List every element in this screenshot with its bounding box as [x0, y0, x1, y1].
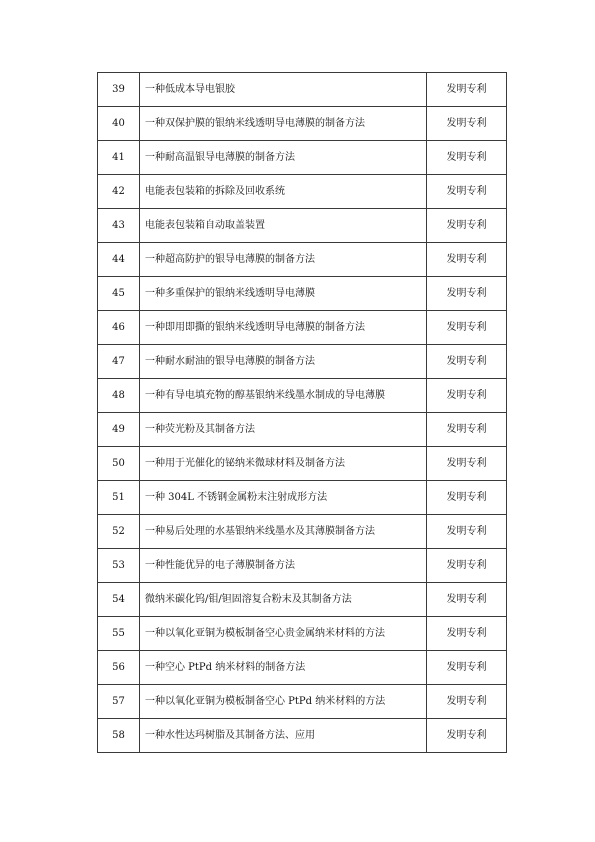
row-number: 52	[98, 515, 140, 549]
row-number: 40	[98, 107, 140, 141]
patent-name: 一种有导电填充物的醇基银纳米线墨水制成的导电薄膜	[140, 379, 427, 413]
row-number: 55	[98, 617, 140, 651]
patent-name: 一种耐高温银导电薄膜的制备方法	[140, 141, 427, 175]
table-row	[98, 209, 507, 243]
row-number: 39	[98, 73, 140, 107]
row-number: 48	[98, 379, 140, 413]
patent-type: 发明专利	[427, 277, 507, 311]
table-row	[98, 685, 507, 719]
patent-type: 发明专利	[427, 583, 507, 617]
patent-type: 发明专利	[427, 175, 507, 209]
patent-type: 发明专利	[427, 447, 507, 481]
patent-type: 发明专利	[427, 549, 507, 583]
patent-name: 一种以氧化亚铜为模板制备空心贵金属纳米材料的方法	[140, 617, 427, 651]
patent-type: 发明专利	[427, 141, 507, 175]
patent-type: 发明专利	[427, 73, 507, 107]
patent-type: 发明专利	[427, 311, 507, 345]
row-number: 51	[98, 481, 140, 515]
patent-name: 一种低成本导电银胶	[140, 73, 427, 107]
patent-type: 发明专利	[427, 209, 507, 243]
patent-type: 发明专利	[427, 107, 507, 141]
table-row	[98, 73, 507, 107]
patent-type: 发明专利	[427, 651, 507, 685]
table-row	[98, 651, 507, 685]
patent-name: 一种多重保护的银纳米线透明导电薄膜	[140, 277, 427, 311]
patent-name: 一种用于光催化的铋纳米微球材料及制备方法	[140, 447, 427, 481]
table-row	[98, 141, 507, 175]
patent-type: 发明专利	[427, 481, 507, 515]
row-number: 49	[98, 413, 140, 447]
table-row	[98, 447, 507, 481]
row-number: 57	[98, 685, 140, 719]
table-row	[98, 243, 507, 277]
patent-name: 一种易后处理的水基银纳米线墨水及其薄膜制备方法	[140, 515, 427, 549]
row-number: 58	[98, 719, 140, 753]
patent-name: 一种耐水耐油的银导电薄膜的制备方法	[140, 345, 427, 379]
table-row	[98, 515, 507, 549]
row-number: 56	[98, 651, 140, 685]
patent-type: 发明专利	[427, 413, 507, 447]
patent-name: 一种以氧化亚铜为模板制备空心 PtPd 纳米材料的方法	[140, 685, 427, 719]
table-row	[98, 277, 507, 311]
patent-type: 发明专利	[427, 685, 507, 719]
row-number: 50	[98, 447, 140, 481]
table-row	[98, 311, 507, 345]
patent-type: 发明专利	[427, 617, 507, 651]
patent-type: 发明专利	[427, 515, 507, 549]
table-row	[98, 379, 507, 413]
table-row	[98, 413, 507, 447]
row-number: 46	[98, 311, 140, 345]
patent-type: 发明专利	[427, 243, 507, 277]
patent-type: 发明专利	[427, 379, 507, 413]
row-number: 53	[98, 549, 140, 583]
patent-name: 一种荧光粉及其制备方法	[140, 413, 427, 447]
patent-name: 一种水性达玛树脂及其制备方法、应用	[140, 719, 427, 753]
table-row	[98, 345, 507, 379]
patent-name: 一种超高防护的银导电薄膜的制备方法	[140, 243, 427, 277]
row-number: 41	[98, 141, 140, 175]
row-number: 42	[98, 175, 140, 209]
table-row	[98, 719, 507, 753]
patent-type: 发明专利	[427, 345, 507, 379]
patent-name: 一种 304L 不锈钢金属粉末注射成形方法	[140, 481, 427, 515]
table-row	[98, 583, 507, 617]
row-number: 43	[98, 209, 140, 243]
patent-name: 电能表包装箱的拆除及回收系统	[140, 175, 427, 209]
patent-name: 一种空心 PtPd 纳米材料的制备方法	[140, 651, 427, 685]
row-number: 47	[98, 345, 140, 379]
patent-name: 一种性能优异的电子薄膜制备方法	[140, 549, 427, 583]
patent-table-body	[98, 73, 507, 753]
table-row	[98, 617, 507, 651]
table-row	[98, 549, 507, 583]
row-number: 44	[98, 243, 140, 277]
table-row	[98, 107, 507, 141]
patent-name: 一种即用即撕的银纳米线透明导电薄膜的制备方法	[140, 311, 427, 345]
patent-type: 发明专利	[427, 719, 507, 753]
table-row	[98, 481, 507, 515]
patent-name: 一种双保护膜的银纳米线透明导电薄膜的制备方法	[140, 107, 427, 141]
row-number: 45	[98, 277, 140, 311]
patent-name: 电能表包装箱自动取盖装置	[140, 209, 427, 243]
patent-name: 微纳米碳化钨/钼/钽固溶复合粉末及其制备方法	[140, 583, 427, 617]
table-row	[98, 175, 507, 209]
patent-table	[97, 72, 507, 753]
row-number: 54	[98, 583, 140, 617]
